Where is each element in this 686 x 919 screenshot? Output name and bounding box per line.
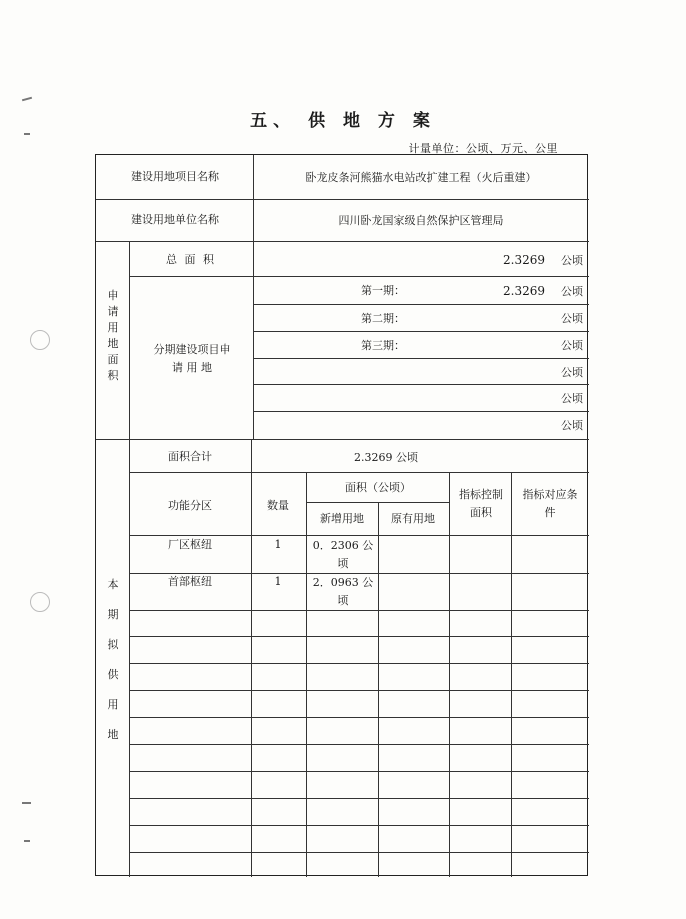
punch-hole [30,592,50,612]
supply-section-label: 本期拟供用地 [107,578,119,741]
table-line [253,155,254,439]
apply-section-label: 申请用地面积 [107,289,119,382]
phase-3-label: 第三期： [361,339,405,352]
project-name-label: 建设用地项目名称 [131,170,219,183]
table-line [96,241,589,242]
table-line [253,411,589,412]
table-line [449,472,450,877]
page-title: 五、 供 地 方 案 [250,111,436,131]
phase-1-value: 2.3269 [503,284,545,298]
table-line [129,472,589,473]
header-index-cond: 指标对应条 件 [522,488,578,519]
table-line [129,825,589,826]
supply-plan-table [95,154,588,876]
phase-1-unit: 公顷 [561,285,583,298]
table-line [96,199,589,200]
header-existing-land: 原有用地 [391,512,435,525]
area-total-value: 2.3269 公顷 [354,451,418,464]
table-line [253,304,589,305]
table-line [251,439,252,877]
table-line [253,384,589,385]
table-line [129,744,589,745]
table-line [129,535,589,536]
scan-mark [24,840,30,842]
row-1-count: 1 [274,538,282,551]
header-area: 面积（公顷） [345,481,411,494]
table-line [129,690,589,691]
phase-4-unit: 公顷 [561,366,583,379]
phase-2-label: 第二期： [361,312,405,325]
table-line [378,502,379,877]
phase-label: 分期建设项目申 请 用 地 [153,343,231,374]
project-name-value: 卧龙皮条河熊猫水电站改扩建工程（火后重建） [305,171,537,184]
table-line [253,358,589,359]
phase-3-unit: 公顷 [561,339,583,352]
scan-mark [22,802,31,804]
table-line [96,439,589,440]
row-1-new-land: 0．2306 公顷 [312,539,374,570]
row-2-count: 1 [274,575,282,588]
header-index-area: 指标控制面积 [459,488,503,519]
table-line [253,331,589,332]
table-line [129,636,589,637]
phase-6-unit: 公顷 [561,419,583,432]
table-line [129,241,130,877]
phase-2-unit: 公顷 [561,312,583,325]
table-line [129,852,589,853]
header-zone: 功能分区 [168,499,212,512]
scan-mark [24,133,30,135]
unit-name-value: 四川卧龙国家级自然保护区管理局 [338,214,504,227]
table-line [129,610,589,611]
total-area-label: 总 面 积 [166,253,216,266]
table-line [129,663,589,664]
row-2-new-land: 2．0963 公顷 [312,576,374,607]
header-new-land: 新增用地 [320,512,364,525]
scan-mark [22,97,32,102]
total-area-unit: 公顷 [561,254,583,267]
unit-note: 计量单位：公顷、万元、公里 [408,142,558,155]
table-line [129,717,589,718]
total-area-value: 2.3269 [503,253,545,267]
table-line [129,276,589,277]
unit-name-label: 建设用地单位名称 [131,213,219,226]
table-line [306,472,307,877]
area-total-label: 面积合计 [168,450,212,463]
table-line [129,771,589,772]
table-line [511,472,512,877]
phase-5-unit: 公顷 [561,392,583,405]
row-1-zone: 厂区枢纽 [168,538,212,551]
table-line [129,798,589,799]
header-count: 数量 [267,499,289,512]
phase-1-label: 第一期： [361,284,405,297]
punch-hole [30,330,50,350]
row-2-zone: 首部枢纽 [168,575,212,588]
